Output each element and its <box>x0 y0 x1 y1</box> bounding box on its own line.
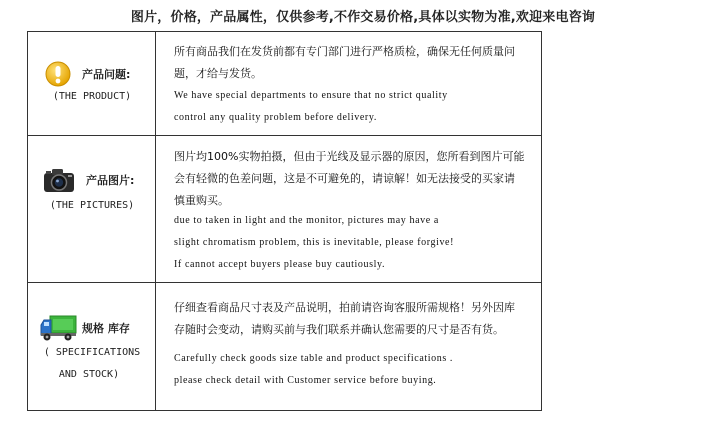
row-english-label: ( SPECIFICATIONS <box>43 347 141 358</box>
zh-line: 所有商品我们在发货前都有专门部门进行严格质检，确保无任何质量问 <box>174 45 515 58</box>
row-english-label: (THE PICTURES) <box>49 200 135 211</box>
page-title: 图片，价格，产品属性，仅供参考,不作交易价格,具体以实物为准,欢迎来电咨询 <box>130 10 596 25</box>
row-content-cell <box>156 283 541 410</box>
row-header-cell <box>28 32 156 135</box>
en-line: If cannot accept buyers please buy cautiously. <box>174 259 386 270</box>
row-label: 产品问题: <box>82 68 131 81</box>
zh-line: 会有轻微的色差问题，这是不可避免的，请谅解！如无法接受的买家请 <box>174 172 515 185</box>
zh-line: 存随时会变动，请购买前与我们联系并确认您需要的尺寸是否有货。 <box>174 323 504 336</box>
zh-line: 慎重购买。 <box>174 194 229 207</box>
table-row-specifications <box>28 283 541 410</box>
info-table <box>27 31 542 411</box>
row-content-cell <box>156 136 541 282</box>
zh-line: 题，才给与发货。 <box>174 67 262 80</box>
en-line: due to taken in light and the monitor, pictures may have a <box>174 215 439 226</box>
table-row-product <box>28 32 541 136</box>
zh-line: 图片均100%实物拍摄，但由于光线及显示器的原因，您所看到图片可能 <box>174 150 525 163</box>
exclamation-icon <box>44 60 72 88</box>
zh-line: 仔细查看商品尺寸表及产品说明，拍前请咨询客服所需规格！另外因库 <box>174 301 515 314</box>
en-line: We have special departments to ensure that no strict quality <box>174 90 448 101</box>
row-header-cell <box>28 283 156 410</box>
row-header-cell <box>28 136 156 282</box>
row-english-label: (THE PRODUCT) <box>52 91 132 102</box>
row-english-label: AND STOCK) <box>58 369 120 380</box>
en-line: Carefully check goods size table and product specifications . <box>174 353 454 364</box>
truck-icon <box>40 313 78 343</box>
en-line: slight chromatism problem, this is inevitable, please forgive! <box>174 237 455 248</box>
en-line: control any quality problem before delivery. <box>174 112 377 123</box>
en-line: please check detail with Customer service before buying. <box>174 375 437 386</box>
row-label: 规格 库存 <box>82 322 130 335</box>
row-content-cell <box>156 32 541 135</box>
row-label: 产品图片: <box>86 174 135 187</box>
table-row-pictures <box>28 136 541 283</box>
camera-icon <box>42 166 76 194</box>
